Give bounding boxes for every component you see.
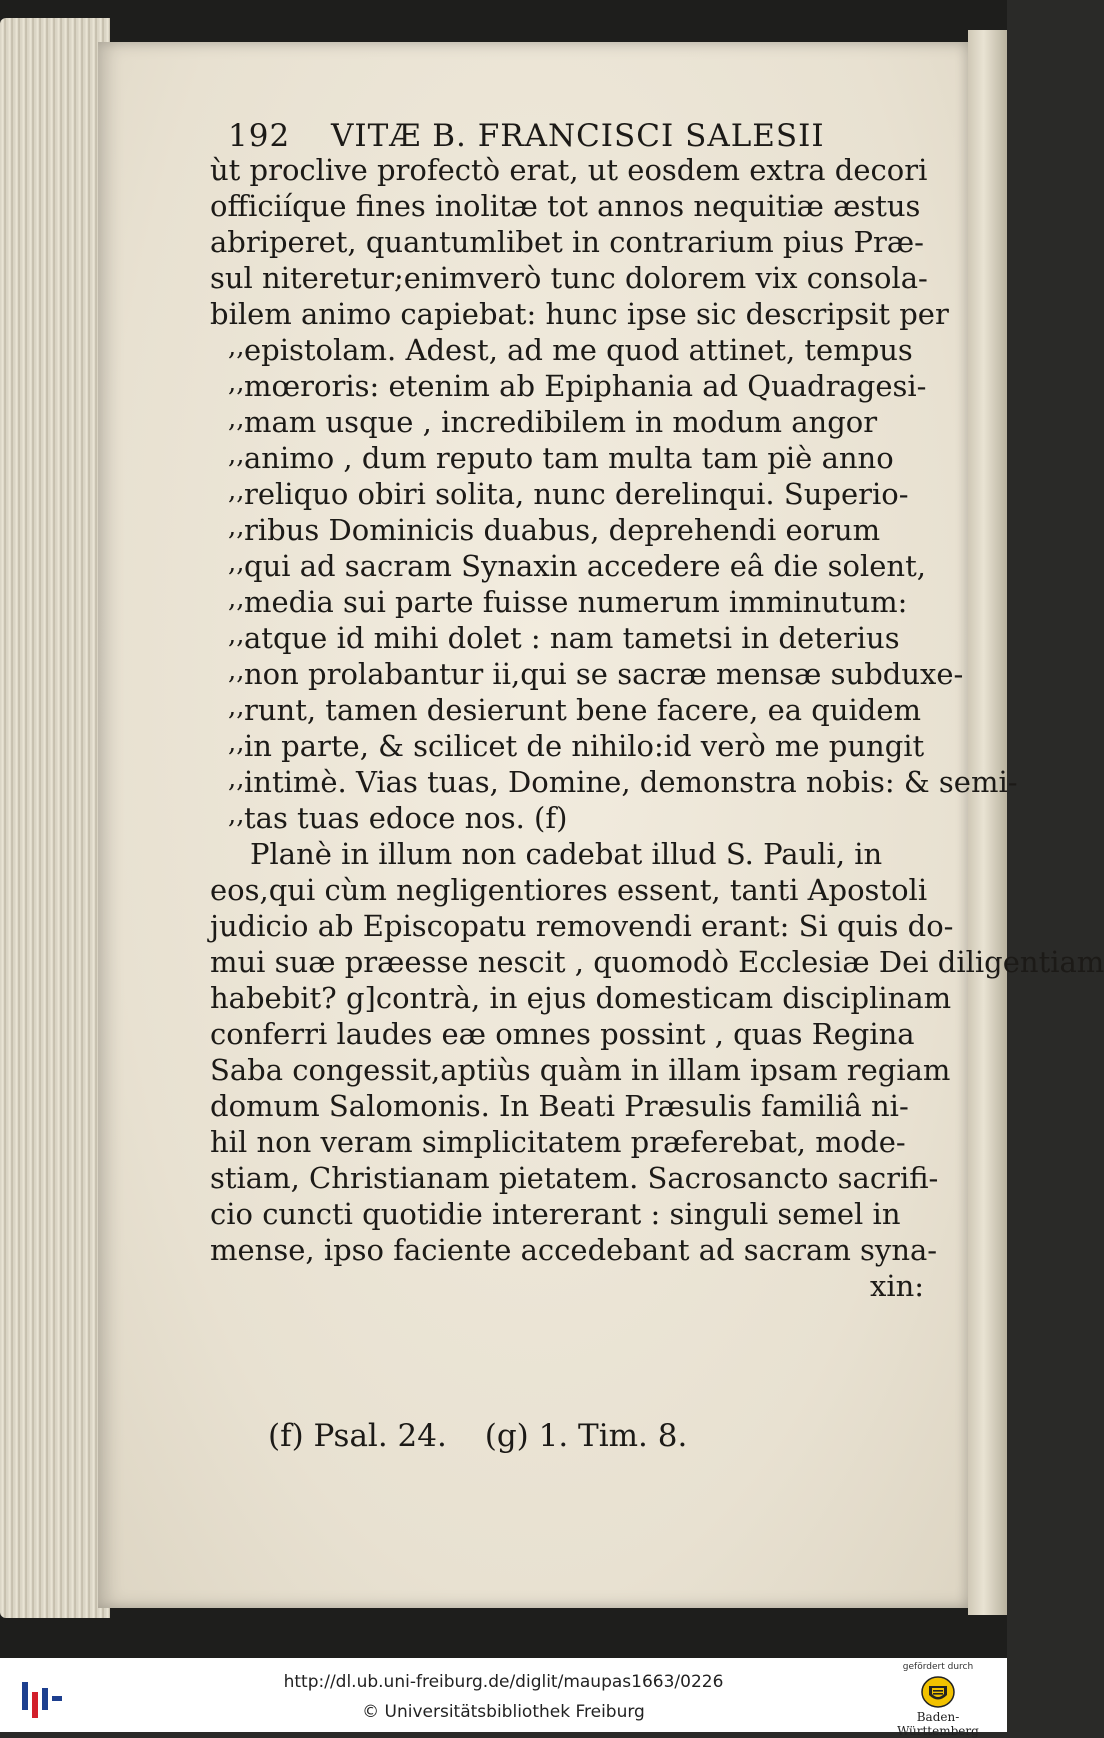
text-line: epistolam. Adest, ad me quod attinet, tempus	[244, 333, 913, 367]
footnote-g: (g) 1. Tim. 8.	[484, 1418, 688, 1454]
sponsor-block	[883, 1662, 993, 1738]
quote-mark: ,,	[228, 728, 245, 758]
quote-mark: ,,	[228, 764, 245, 794]
text-line: eos,qui cùm negligentiores essent, tanti Apostoli	[210, 873, 928, 907]
viewer-footer	[0, 1658, 1007, 1738]
text-line: Planè in illum non cadebat illud S. Pauli, in	[250, 837, 883, 871]
text-line: abriperet, quantumlibet in contrarium pius Præ-	[210, 225, 924, 259]
running-title: VITÆ B. FRANCISCI SALESII	[331, 118, 825, 154]
quote-mark: ,,	[228, 692, 245, 722]
footnotes	[268, 1418, 715, 1454]
text-line: mœroris: etenim ab Epiphania ad Quadragesi-	[244, 369, 927, 403]
text-line: tas tuas edoce nos. (f)	[244, 801, 568, 835]
text-line: mui suæ præesse nescit , quomodò Ecclesiæ Dei diligentiam	[210, 945, 1104, 979]
text-line: qui ad sacram Synaxin accedere eâ die solent,	[244, 549, 926, 583]
text-line: stiam, Christianam pietatem. Sacrosancto sacrifi-	[210, 1161, 939, 1195]
text-line: Saba congessit,aptiùs quàm in illam ipsam regiam	[210, 1053, 951, 1087]
copyright-text: © Universitätsbibliothek Freiburg	[362, 1702, 645, 1722]
text-line: mam usque , incredibilem in modum angor	[244, 405, 878, 439]
text-line: non prolabantur ii,qui se sacræ mensæ subduxe-	[244, 657, 964, 691]
sponsor-name: Baden-Württemberg	[897, 1710, 979, 1738]
text-line: animo , dum reputo tam multa tam piè anno	[244, 441, 894, 475]
quote-mark: ,,	[228, 332, 245, 362]
quote-mark: ,,	[228, 620, 245, 650]
quote-mark: ,,	[228, 584, 245, 614]
quote-mark: ,,	[228, 404, 245, 434]
text-line: media sui parte fuisse numerum imminutum:	[244, 585, 908, 619]
page-stack-edges	[0, 18, 110, 1618]
book-fore-edge	[968, 30, 1007, 1615]
text-line: reliquo obiri solita, nunc derelinqui. Superio-	[244, 477, 909, 511]
page-number: 192	[228, 118, 291, 154]
text-line: intimè. Vias tuas, Domine, demonstra nobis: & semi-	[244, 765, 1018, 799]
text-line: officiíque fines inolitæ tot annos nequitiæ æstus	[210, 189, 921, 223]
text-line: judicio ab Episcopatu removendi erant: Si quis do-	[210, 909, 954, 943]
baden-wuerttemberg-emblem-icon	[920, 1675, 956, 1709]
text-line: hil non veram simplicitatem præferebat, mode-	[210, 1125, 906, 1159]
text-line: atque id mihi dolet : nam tametsi in deterius	[244, 621, 900, 655]
quote-mark: ,,	[228, 656, 245, 686]
quote-mark: ,,	[228, 548, 245, 578]
footnote-f: (f) Psal. 24.	[268, 1418, 447, 1454]
text-line: runt, tamen desierunt bene facere, ea quidem	[244, 693, 922, 727]
quote-mark: ,,	[228, 368, 245, 398]
text-line: conferri laudes eæ omnes possint , quas Regina	[210, 1017, 915, 1051]
text-line: in parte, & scilicet de nihilo:id verò me pungit	[244, 729, 925, 763]
text-line: ribus Dominicis duabus, deprehendi eorum	[244, 513, 881, 547]
text-line: sul niteretur;enimverò tunc dolorem vix consola-	[210, 261, 928, 295]
permalink-url[interactable]: http://dl.ub.uni-freiburg.de/diglit/maupas1663/0226	[283, 1672, 724, 1692]
quote-mark: ,,	[228, 512, 245, 542]
quote-mark: ,,	[228, 800, 245, 830]
text-line: habebit? g]contrà, in ejus domesticam disciplinam	[210, 981, 952, 1015]
text-line: xin:	[870, 1269, 925, 1303]
text-line: bilem animo capiebat: hunc ipse sic descripsit per	[210, 297, 949, 331]
text-line: mense, ipso faciente accedebant ad sacram syna-	[210, 1233, 938, 1267]
text-line: ùt proclive profectò erat, ut eosdem extra decori	[210, 153, 928, 187]
quote-mark: ,,	[228, 440, 245, 470]
text-line: cio cuncti quotidie intererant : singuli semel in	[210, 1197, 901, 1231]
quote-mark: ,,	[228, 476, 245, 506]
text-line: domum Salomonis. In Beati Præsulis familiâ ni-	[210, 1089, 909, 1123]
sponsor-caption: gefördert durch	[902, 1662, 974, 1672]
